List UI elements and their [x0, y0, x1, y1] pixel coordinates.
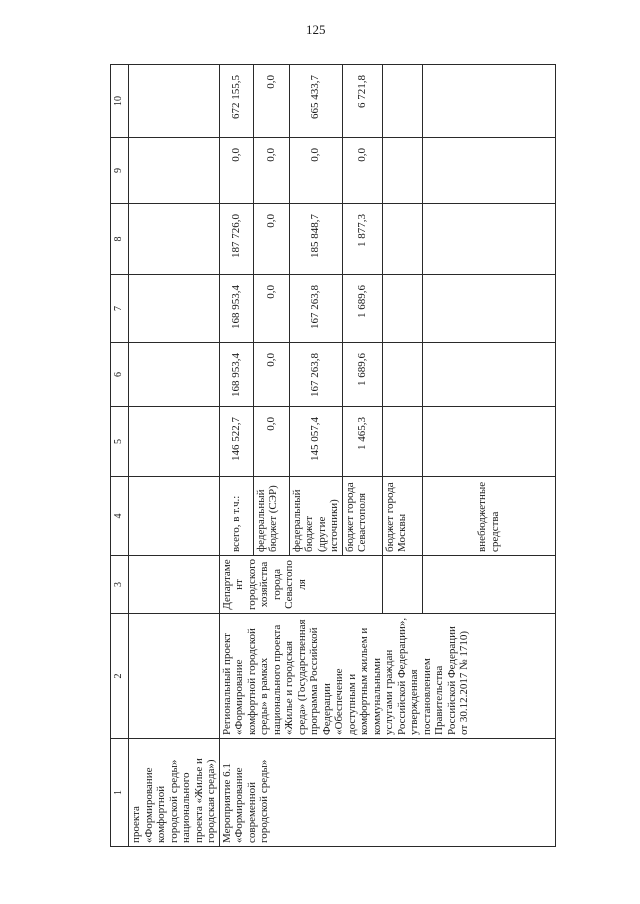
value-cell: 0,0 [342, 138, 382, 204]
value-cell [382, 65, 422, 138]
value-cell: 1 689,6 [342, 343, 382, 407]
prev-row [129, 65, 220, 847]
responsible-executor: Департамент городского хозяйства города Севастополя [219, 556, 382, 614]
funding-source: федеральный бюджет (другие источники) [289, 477, 342, 556]
col-number: 1 [111, 739, 129, 847]
col-number: 4 [111, 477, 129, 556]
value-cell: 168 953,4 [219, 275, 253, 343]
funding-source: федеральный бюджет (СЭР) [253, 477, 289, 556]
value-cell: 167 263,8 [289, 275, 342, 343]
value-cell [422, 204, 556, 275]
col-number: 3 [111, 556, 129, 614]
value-cell [382, 343, 422, 407]
value-cell: 672 155,5 [219, 65, 253, 138]
value-cell [382, 275, 422, 343]
value-cell: 0,0 [253, 138, 289, 204]
activity-name: Мероприятие 6.1 «Формирование современной городской среды» [219, 739, 556, 847]
value-cell [422, 407, 556, 477]
value-cell: 0,0 [219, 138, 253, 204]
value-cell [422, 138, 556, 204]
value-cell: 167 263,8 [289, 343, 342, 407]
value-cell [382, 407, 422, 477]
col-number: 8 [111, 204, 129, 275]
value-cell: 0,0 [289, 138, 342, 204]
value-cell: 187 726,0 [219, 204, 253, 275]
value-cell: 1 877,3 [342, 204, 382, 275]
value-cell: 0,0 [253, 204, 289, 275]
value-cell: 0,0 [253, 65, 289, 138]
value-cell: 0,0 [253, 275, 289, 343]
value-cell: 185 848,7 [289, 204, 342, 275]
col-number: 10 [111, 65, 129, 138]
value-cell: 0,0 [253, 343, 289, 407]
col-number: 9 [111, 138, 129, 204]
project-description: Региональный проект «Формирование комфортной городской среды» в рамках национального проекта «Жилье и городская среда» (Государственная программа Российской Федерации «Обеспечение доступным и комфортным жильем и коммунальными услугами граждан Российской Федерации», утвержденная постановлением Правительства Российской Федерации от 30.12.2017 № 1710) [219, 614, 556, 739]
rotated-content [110, 65, 556, 847]
value-cell: 168 953,4 [219, 343, 253, 407]
value-cell [382, 204, 422, 275]
value-cell [382, 138, 422, 204]
value-cell [422, 65, 556, 138]
value-cell [422, 275, 556, 343]
rotated-table-frame [110, 65, 556, 847]
funding-source: бюджет города Севастополя [342, 477, 382, 556]
funding-source: всего, в т.ч.: [219, 477, 253, 556]
finance-row [219, 65, 253, 847]
value-cell: 145 057,4 [289, 407, 342, 477]
value-cell: 146 522,7 [219, 407, 253, 477]
col-number: 5 [111, 407, 129, 477]
value-cell: 1 465,3 [342, 407, 382, 477]
column-number-row [111, 65, 129, 847]
col-number: 2 [111, 614, 129, 739]
value-cell: 665 433,7 [289, 65, 342, 138]
budget-table [110, 64, 556, 847]
col-number: 6 [111, 343, 129, 407]
col-number: 7 [111, 275, 129, 343]
value-cell [422, 343, 556, 407]
funding-source: внебюджетные средства [422, 477, 556, 556]
funding-source: бюджет города Москвы [382, 477, 422, 556]
prev-row-title: проекта «Формирование комфортной городской среды» национального проекта «Жилье и городская среда») [129, 739, 220, 847]
value-cell: 1 689,6 [342, 275, 382, 343]
value-cell: 6 721,8 [342, 65, 382, 138]
page-number: 125 [306, 22, 326, 37]
value-cell: 0,0 [253, 407, 289, 477]
